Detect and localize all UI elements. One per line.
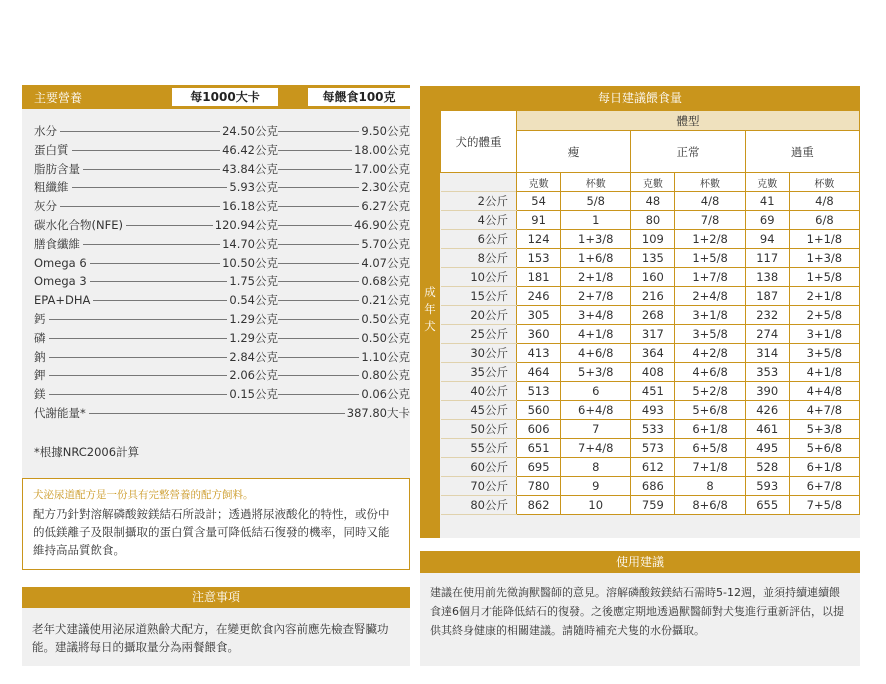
grams-cell: 160: [631, 268, 675, 287]
cups-cell: 3+1/8: [675, 306, 745, 325]
cups-cell: 1+7/8: [675, 268, 745, 287]
category-normal: 正常: [631, 131, 745, 173]
cups-cell: 1+5/8: [675, 249, 745, 268]
nutrient-name: 鉀: [34, 367, 49, 383]
grams-cell: 69: [745, 211, 789, 230]
feeding-row: [441, 306, 860, 325]
nutrient-header: 主要營養: [34, 91, 83, 105]
dog-weight: 60公斤: [441, 458, 517, 477]
grams-cell: 91: [517, 211, 561, 230]
feeding-row: [441, 401, 860, 420]
cups-cell: 1+3/8: [561, 230, 631, 249]
grams-cell: 360: [517, 325, 561, 344]
feeding-row: [441, 420, 860, 439]
nutrient-row: [34, 349, 410, 365]
grams-cell: 268: [631, 306, 675, 325]
grams-cell: 593: [745, 477, 789, 496]
nutrient-name: 脂肪含量: [34, 161, 83, 177]
cups-cell: 3+5/8: [789, 344, 859, 363]
cups-cell: 1+1/8: [789, 230, 859, 249]
cups-cell: 6/8: [789, 211, 859, 230]
cups-cell: 8: [561, 458, 631, 477]
per-100g-value: 46.90公克: [354, 218, 410, 232]
per-100g-value: 18.00公克: [354, 142, 410, 157]
per-100g-value: 387.80大卡: [346, 406, 410, 420]
per-100g-value: 0.68公克: [361, 274, 410, 289]
dog-weight: 40公斤: [441, 382, 517, 401]
cups-cell: 6+5/8: [675, 439, 745, 458]
feeding-header: 每日建議餵食量: [420, 86, 860, 110]
unit-cups: 杯數: [561, 173, 631, 192]
grams-cell: 109: [631, 230, 675, 249]
feeding-row: [441, 192, 860, 211]
cups-cell: 5+6/8: [789, 439, 859, 458]
cups-cell: 8+6/8: [675, 496, 745, 515]
nutrient-row: [34, 405, 410, 421]
feeding-table: [440, 110, 860, 515]
cups-cell: 5/8: [561, 192, 631, 211]
per-1000kcal-value: 1.29公克: [229, 312, 278, 326]
grams-cell: 274: [745, 325, 789, 344]
feeding-row: [441, 496, 860, 515]
grams-cell: 759: [631, 496, 675, 515]
per-1000kcal-value: 24.50公克: [222, 124, 278, 138]
per-1000kcal-value: 2.06公克: [229, 368, 278, 383]
dog-weight: 10公斤: [441, 268, 517, 287]
nutrient-row: [34, 386, 410, 402]
grams-cell: 153: [517, 249, 561, 268]
notice-header: 注意事項: [22, 587, 410, 608]
cups-cell: 6+1/8: [789, 458, 859, 477]
dog-weight: 20公斤: [441, 306, 517, 325]
grams-cell: 138: [745, 268, 789, 287]
nutrient-name: 膳食纖維: [34, 236, 83, 252]
nutrient-row: [34, 330, 410, 346]
nutrient-row: [34, 255, 410, 271]
grams-cell: 216: [631, 287, 675, 306]
per-100g-value: 0.06公克: [361, 387, 410, 402]
per-1000kcal-value: 5.93公克: [229, 180, 278, 195]
cups-cell: 1+5/8: [789, 268, 859, 287]
grams-cell: 686: [631, 477, 675, 496]
per-1000kcal-header: 每1000大卡: [172, 88, 278, 106]
nutrient-name: 蛋白質: [34, 142, 72, 158]
cups-cell: 10: [561, 496, 631, 515]
grams-cell: 124: [517, 230, 561, 249]
feeding-row: [441, 458, 860, 477]
per-1000kcal-value: 1.75公克: [229, 274, 278, 289]
per-100g-value: 9.50公克: [361, 124, 410, 138]
grams-cell: 187: [745, 287, 789, 306]
grams-cell: 48: [631, 192, 675, 211]
nutrient-row: [34, 273, 410, 289]
grams-cell: 94: [745, 230, 789, 249]
grams-cell: 560: [517, 401, 561, 420]
per-1000kcal-value: 0.54公克: [229, 293, 278, 308]
concept-title: 犬泌尿道配方是一份具有完整營養的配方飼料。: [33, 489, 254, 501]
grams-cell: 780: [517, 477, 561, 496]
nutrient-row: [34, 142, 410, 158]
weight-header: 犬的體重: [441, 111, 517, 173]
cups-cell: 1+6/8: [561, 249, 631, 268]
grams-cell: 464: [517, 363, 561, 382]
grams-cell: 695: [517, 458, 561, 477]
cups-cell: 4+6/8: [561, 344, 631, 363]
per-100g-value: 0.21公克: [361, 293, 410, 308]
nutrient-name: 鎂: [34, 386, 49, 402]
dog-weight: 2公斤: [441, 192, 517, 211]
cups-cell: 6+4/8: [561, 401, 631, 420]
cups-cell: 6: [561, 382, 631, 401]
nutrient-row: [34, 123, 410, 139]
nutrient-name: 鈣: [34, 311, 49, 327]
per-100g-header: 每餵食100克: [308, 88, 410, 106]
dog-weight: 45公斤: [441, 401, 517, 420]
grams-cell: 41: [745, 192, 789, 211]
feeding-row: [441, 344, 860, 363]
per-1000kcal-value: 1.29公克: [229, 330, 278, 345]
grams-cell: 451: [631, 382, 675, 401]
grams-cell: 528: [745, 458, 789, 477]
nutrient-name: 代謝能量*: [34, 405, 89, 421]
grams-cell: 651: [517, 439, 561, 458]
cups-cell: 4+1/8: [789, 363, 859, 382]
dog-weight: 55公斤: [441, 439, 517, 458]
usage-body: 建議在使用前先徵詢獸醫師的意見。溶解磷酸銨鎂結石需時5-12週，並須持續連續餵食達6個月才能降低結石的復發。之後應定期地透過獸醫師對犬隻進行重新評估，以提供其終身健康的相關建議。請隨時補充犬隻的水份攝取。: [420, 573, 860, 666]
cups-cell: 5+3/8: [561, 363, 631, 382]
grams-cell: 54: [517, 192, 561, 211]
cups-cell: 2+4/8: [675, 287, 745, 306]
cups-cell: 7+4/8: [561, 439, 631, 458]
per-1000kcal-value: 0.15公克: [229, 387, 278, 402]
cups-cell: 1+3/8: [789, 249, 859, 268]
grams-cell: 408: [631, 363, 675, 382]
cups-cell: 3+5/8: [675, 325, 745, 344]
cups-cell: 4+7/8: [789, 401, 859, 420]
cups-cell: 4/8: [789, 192, 859, 211]
grams-cell: 493: [631, 401, 675, 420]
nutrient-name: Omega 6: [34, 255, 90, 271]
grams-cell: 390: [745, 382, 789, 401]
cups-cell: 5+2/8: [675, 382, 745, 401]
feeding-row: [441, 363, 860, 382]
per-100g-value: 0.50公克: [361, 330, 410, 345]
unit-cups: 杯數: [675, 173, 745, 192]
feeding-row: [441, 230, 860, 249]
unit-grams: 克數: [631, 173, 675, 192]
unit-grams: 克數: [745, 173, 789, 192]
cups-cell: 6+1/8: [675, 420, 745, 439]
feeding-row: [441, 287, 860, 306]
side-label-text: 成年犬: [424, 285, 436, 333]
grams-cell: 606: [517, 420, 561, 439]
cups-cell: 2+1/8: [789, 287, 859, 306]
grams-cell: 513: [517, 382, 561, 401]
cups-cell: 7+1/8: [675, 458, 745, 477]
dog-weight: 30公斤: [441, 344, 517, 363]
grams-cell: 862: [517, 496, 561, 515]
feeding-row: [441, 382, 860, 401]
cups-cell: 7/8: [675, 211, 745, 230]
grams-cell: 117: [745, 249, 789, 268]
nutrient-name: EPA+DHA: [34, 292, 93, 308]
per-100g-value: 1.10公克: [361, 349, 410, 364]
grams-cell: 364: [631, 344, 675, 363]
grams-cell: 655: [745, 496, 789, 515]
per-100g-value: 17.00公克: [354, 161, 410, 176]
grams-cell: 413: [517, 344, 561, 363]
feeding-row: [441, 439, 860, 458]
grams-cell: 314: [745, 344, 789, 363]
grams-cell: 232: [745, 306, 789, 325]
nutrient-name: 鈉: [34, 349, 49, 365]
cups-cell: 5+3/8: [789, 420, 859, 439]
per-100g-value: 4.07公克: [361, 255, 410, 270]
nutrient-row: [34, 311, 410, 327]
cups-cell: 9: [561, 477, 631, 496]
dog-weight: 35公斤: [441, 363, 517, 382]
dog-weight: 80公斤: [441, 496, 517, 515]
cups-cell: 4+6/8: [675, 363, 745, 382]
feeding-table-body: [441, 192, 860, 515]
dog-weight: 25公斤: [441, 325, 517, 344]
dog-weight: 4公斤: [441, 211, 517, 230]
grams-cell: 533: [631, 420, 675, 439]
adult-dog-side-label: [420, 110, 440, 538]
nutrition-header: [22, 85, 410, 109]
per-1000kcal-value: 2.84公克: [229, 349, 278, 364]
dog-weight: 70公斤: [441, 477, 517, 496]
grams-cell: 305: [517, 306, 561, 325]
per-100g-value: 5.70公克: [361, 236, 410, 251]
nutrient-name: Omega 3: [34, 273, 90, 289]
per-1000kcal-value: 10.50公克: [222, 255, 278, 270]
concept-body: 配方乃針對溶解磷酸銨鎂結石所設計；透過將尿液酸化的特性，或份中的低鎂離子及限制攝取的蛋白質含量可降低結石復發的機率，同時又能維持高品質飲食。: [33, 507, 390, 557]
per-1000kcal-value: 16.18公克: [222, 199, 278, 214]
per-1000kcal-value: 43.84公克: [222, 161, 278, 176]
grams-cell: 353: [745, 363, 789, 382]
grams-cell: 135: [631, 249, 675, 268]
nutrient-row: [34, 198, 410, 214]
unit-cups: 杯數: [789, 173, 859, 192]
cups-cell: 1+2/8: [675, 230, 745, 249]
cups-cell: 2+1/8: [561, 268, 631, 287]
nutrient-row: [34, 161, 410, 177]
nutrient-name: 粗纖維: [34, 179, 72, 195]
cups-cell: 4/8: [675, 192, 745, 211]
dog-weight: 6公斤: [441, 230, 517, 249]
dog-weight: 50公斤: [441, 420, 517, 439]
per-100g-value: 6.27公克: [361, 199, 410, 214]
feeding-row: [441, 477, 860, 496]
cups-cell: 4+4/8: [789, 382, 859, 401]
cups-cell: 3+1/8: [789, 325, 859, 344]
cups-cell: 5+6/8: [675, 401, 745, 420]
per-1000kcal-value: 46.42公克: [222, 142, 278, 157]
nutrition-footnote: *根據NRC2006計算: [34, 445, 140, 459]
cups-cell: 4+1/8: [561, 325, 631, 344]
per-1000kcal-value: 14.70公克: [222, 236, 278, 251]
nutrient-name: 水分: [34, 123, 60, 139]
category-thin: 瘦: [517, 131, 631, 173]
nutrient-row: [34, 367, 410, 383]
nutrient-name: 碳水化合物(NFE): [34, 217, 126, 233]
cups-cell: 4+2/8: [675, 344, 745, 363]
per-100g-value: 2.30公克: [361, 180, 410, 195]
usage-header: 使用建議: [420, 551, 860, 573]
cups-cell: 3+4/8: [561, 306, 631, 325]
grams-cell: 426: [745, 401, 789, 420]
notice-body: 老年犬建議使用泌尿道熟齡犬配方，在變更飲食內容前應先檢查腎臟功能。建議將每日的攝取量分為兩餐餵食。: [22, 608, 410, 666]
nutrient-row: [34, 292, 410, 308]
unit-spacer: [441, 173, 517, 192]
grams-cell: 573: [631, 439, 675, 458]
grams-cell: 246: [517, 287, 561, 306]
cups-cell: 7+5/8: [789, 496, 859, 515]
feeding-row: [441, 268, 860, 287]
nutrient-name: 磷: [34, 330, 49, 346]
body-type-header: 體型: [517, 111, 860, 131]
grams-cell: 80: [631, 211, 675, 230]
cups-cell: 7: [561, 420, 631, 439]
grams-cell: 495: [745, 439, 789, 458]
formula-concept-box: [22, 478, 410, 570]
unit-grams: 克數: [517, 173, 561, 192]
grams-cell: 181: [517, 268, 561, 287]
per-100g-value: 0.50公克: [361, 312, 410, 326]
per-1000kcal-value: 120.94公克: [214, 218, 278, 232]
cups-cell: 6+7/8: [789, 477, 859, 496]
grams-cell: 461: [745, 420, 789, 439]
nutrient-row: [34, 236, 410, 252]
cups-cell: 2+7/8: [561, 287, 631, 306]
feeding-row: [441, 211, 860, 230]
dog-weight: 15公斤: [441, 287, 517, 306]
feeding-row: [441, 325, 860, 344]
nutrient-row: [34, 217, 410, 233]
grams-cell: 612: [631, 458, 675, 477]
feeding-row: [441, 249, 860, 268]
nutrient-name: 灰分: [34, 198, 60, 214]
cups-cell: 1: [561, 211, 631, 230]
nutrient-row: [34, 179, 410, 195]
cups-cell: 8: [675, 477, 745, 496]
nutrition-panel: [22, 85, 410, 478]
category-overweight: 過重: [745, 131, 859, 173]
per-100g-value: 0.80公克: [361, 368, 410, 383]
grams-cell: 317: [631, 325, 675, 344]
cups-cell: 2+5/8: [789, 306, 859, 325]
dog-weight: 8公斤: [441, 249, 517, 268]
